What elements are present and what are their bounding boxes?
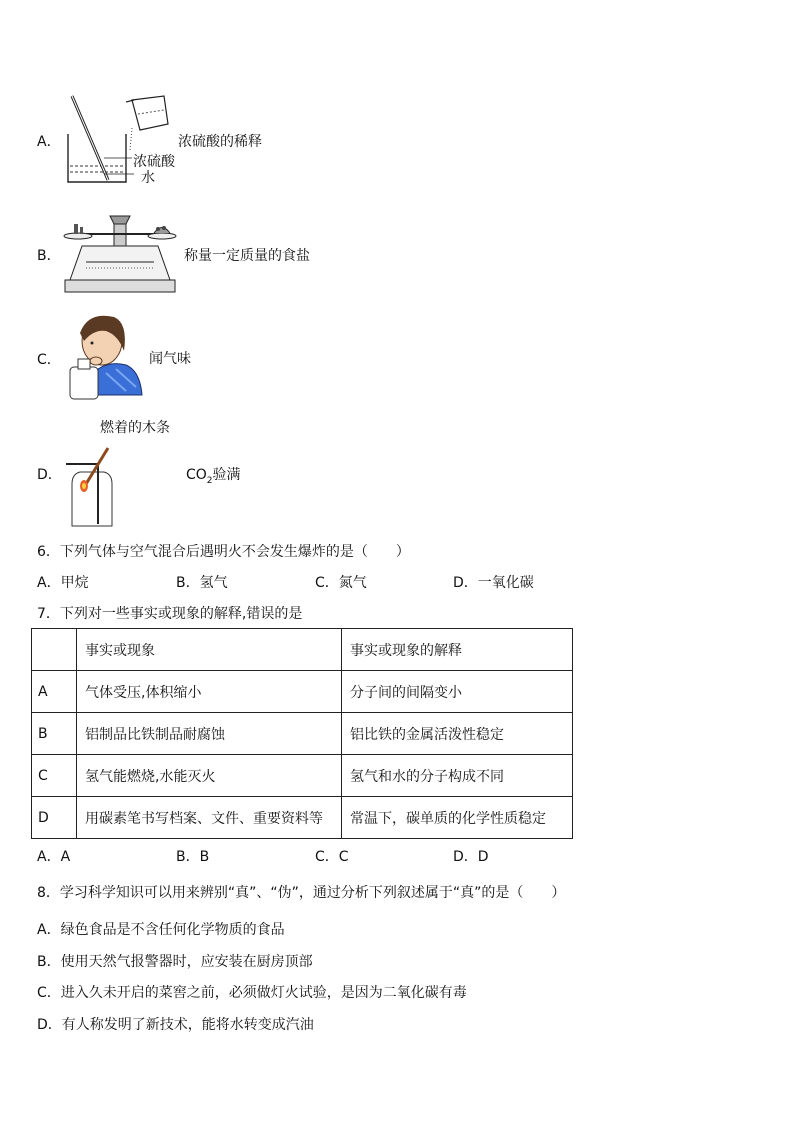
facts-explanations-table: [31, 628, 573, 839]
q7-option-a: A．A: [37, 849, 71, 865]
table-cell: A: [32, 671, 77, 713]
q8-option-c: C．进入久未开启的菜窖之前，必须做灯火试验，是因为二氧化碳有毒: [37, 985, 467, 1001]
option-b-letter: B．: [37, 248, 61, 264]
table-cell: 常温下，碳单质的化学性质稳定: [342, 797, 573, 839]
table-cell: 氢气和水的分子构成不同: [342, 755, 573, 797]
label-water: 水: [141, 170, 155, 186]
q7-option-c: C．C: [315, 849, 349, 865]
table-cell: 气体受压,体积缩小: [77, 671, 342, 713]
table-header-row: [32, 629, 573, 671]
q6-option-d: D．一氧化碳: [453, 575, 534, 591]
table-cell: B: [32, 713, 77, 755]
table-header-cell: [32, 629, 77, 671]
acid-dilution-illustration: [64, 94, 174, 188]
table-cell: C: [32, 755, 77, 797]
table-row: [32, 671, 573, 713]
option-a-caption: 浓硫酸的稀释: [178, 134, 262, 150]
label-concentrated-acid: 浓硫酸: [133, 154, 175, 170]
option-b-caption: 称量一定质量的食盐: [184, 248, 310, 264]
q7-option-d: D．D: [453, 849, 489, 865]
q8-option-b: B．使用天然气报警器时，应安装在厨房顶部: [37, 954, 313, 970]
q8-option-a: A．绿色食品是不含任何化学物质的食品: [37, 922, 285, 938]
table-row: [32, 797, 573, 839]
table-cell: 分子间的间隔变小: [342, 671, 573, 713]
smelling-gas-illustration: [66, 311, 146, 401]
table-row: [32, 755, 573, 797]
label-burning-splint: 燃着的木条: [100, 420, 170, 436]
q6-option-b: B．氢气: [176, 575, 228, 591]
question-8-stem: 8．学习科学知识可以用来辨别“真”、“伪”，通过分析下列叙述属于“真”的是（ ）: [37, 885, 566, 901]
question-7-stem: 7．下列对一些事实或现象的解释,错误的是: [37, 606, 303, 622]
option-c-caption: 闻气味: [149, 351, 191, 367]
q6-option-a: A．甲烷: [37, 575, 89, 591]
q8-option-d: D．有人称发明了新技术，能将水转变成汽油: [37, 1017, 314, 1033]
q6-option-c: C．氮气: [315, 575, 367, 591]
table-header-cell: 事实或现象的解释: [342, 629, 573, 671]
table-cell: D: [32, 797, 77, 839]
option-c-letter: C．: [37, 352, 61, 368]
co2-check-illustration: [64, 444, 120, 530]
table-header-cell: 事实或现象: [77, 629, 342, 671]
table-cell: 氢气能燃烧,水能灭火: [77, 755, 342, 797]
q7-option-b: B．B: [176, 849, 210, 865]
table-cell: 用碳素笔书写档案、文件、重要资料等: [77, 797, 342, 839]
table-row: [32, 713, 573, 755]
option-a-letter: A．: [37, 134, 61, 150]
question-6-stem: 6．下列气体与空气混合后遇明火不会发生爆炸的是（ ）: [37, 544, 410, 560]
option-d-letter: D．: [37, 467, 62, 483]
option-d-caption: $CO_2$验满: [186, 467, 241, 486]
table-cell: 铝制品比铁制品耐腐蚀: [77, 713, 342, 755]
table-cell: 铝比铁的金属活泼性稳定: [342, 713, 573, 755]
balance-illustration: [62, 212, 178, 294]
